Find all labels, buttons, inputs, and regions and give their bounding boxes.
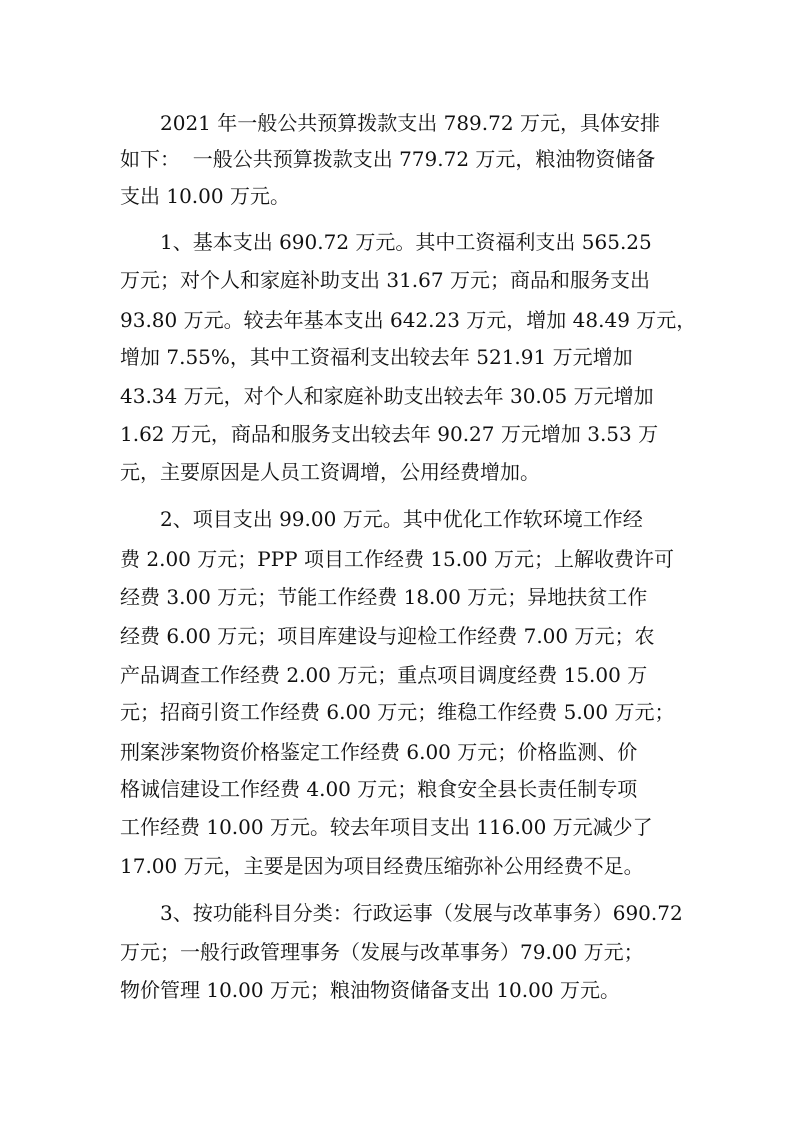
paragraph-3-line-7: 刑案涉案物资价格鉴定工作经费 6.00 万元；价格监测、价: [120, 740, 638, 764]
paragraph-3-line-10: 17.00 万元，主要是因为项目经费压缩弥补公用经费不足。: [120, 854, 644, 878]
paragraph-2-line-3: 93.80 万元。较去年基本支出 642.23 万元，增加 48.49 万元，: [120, 308, 697, 332]
paragraph-2-line-4: 增加 7.55%，其中工资福利支出较去年 521.91 万元增加: [120, 345, 633, 369]
paragraph-1-line-3: 支出 10.00 万元。: [120, 184, 290, 208]
paragraph-2-line-1: 1、基本支出 690.72 万元。其中工资福利支出 565.25: [160, 230, 652, 254]
paragraph-3-line-5: 产品调查工作经费 2.00 万元；重点项目调度经费 15.00 万: [120, 663, 648, 687]
paragraph-3-line-4: 经费 6.00 万元；项目库建设与迎检工作经费 7.00 万元；农: [120, 624, 655, 648]
paragraph-2-line-7: 元，主要原因是人员工资调增，公用经费增加。: [120, 460, 540, 484]
paragraph-3-line-8: 格诚信建设工作经费 4.00 万元；粮食安全县长责任制专项: [120, 777, 638, 801]
paragraph-4-line-1: 3、按功能科目分类：行政运事（发展与改革事务）690.72: [160, 901, 683, 925]
paragraph-1-line-1: 2021 年一般公共预算拨款支出 789.72 万元，具体安排: [160, 111, 660, 135]
paragraph-2-line-2: 万元；对个人和家庭补助支出 31.67 万元；商品和服务支出: [120, 268, 650, 292]
paragraph-3-line-9: 工作经费 10.00 万元。较去年项目支出 116.00 万元减少了: [120, 815, 653, 839]
paragraph-2-line-6: 1.62 万元，商品和服务支出较去年 90.27 万元增加 3.53 万: [120, 422, 659, 446]
paragraph-1-line-2: 如下： 一般公共预算拨款支出 779.72 万元，粮油物资储备: [120, 147, 656, 171]
paragraph-2-line-5: 43.34 万元，对个人和家庭补助支出较去年 30.05 万元增加: [120, 384, 654, 408]
paragraph-4-line-3: 物价管理 10.00 万元；粮油物资储备支出 10.00 万元。: [120, 978, 620, 1002]
paragraph-3-line-1: 2、项目支出 99.00 万元。其中优化工作软环境工作经: [160, 507, 643, 531]
paragraph-3-line-3: 经费 3.00 万元；节能工作经费 18.00 万元；异地扶贫工作: [120, 585, 648, 609]
paragraph-3-line-2: 费 2.00 万元；PPP 项目工作经费 15.00 万元；上解收费许可: [120, 547, 674, 571]
paragraph-3-line-6: 元；招商引资工作经费 6.00 万元；维稳工作经费 5.00 万元；: [120, 700, 675, 724]
paragraph-4-line-2: 万元；一般行政管理事务（发展与改革事务）79.00 万元；: [120, 940, 644, 964]
